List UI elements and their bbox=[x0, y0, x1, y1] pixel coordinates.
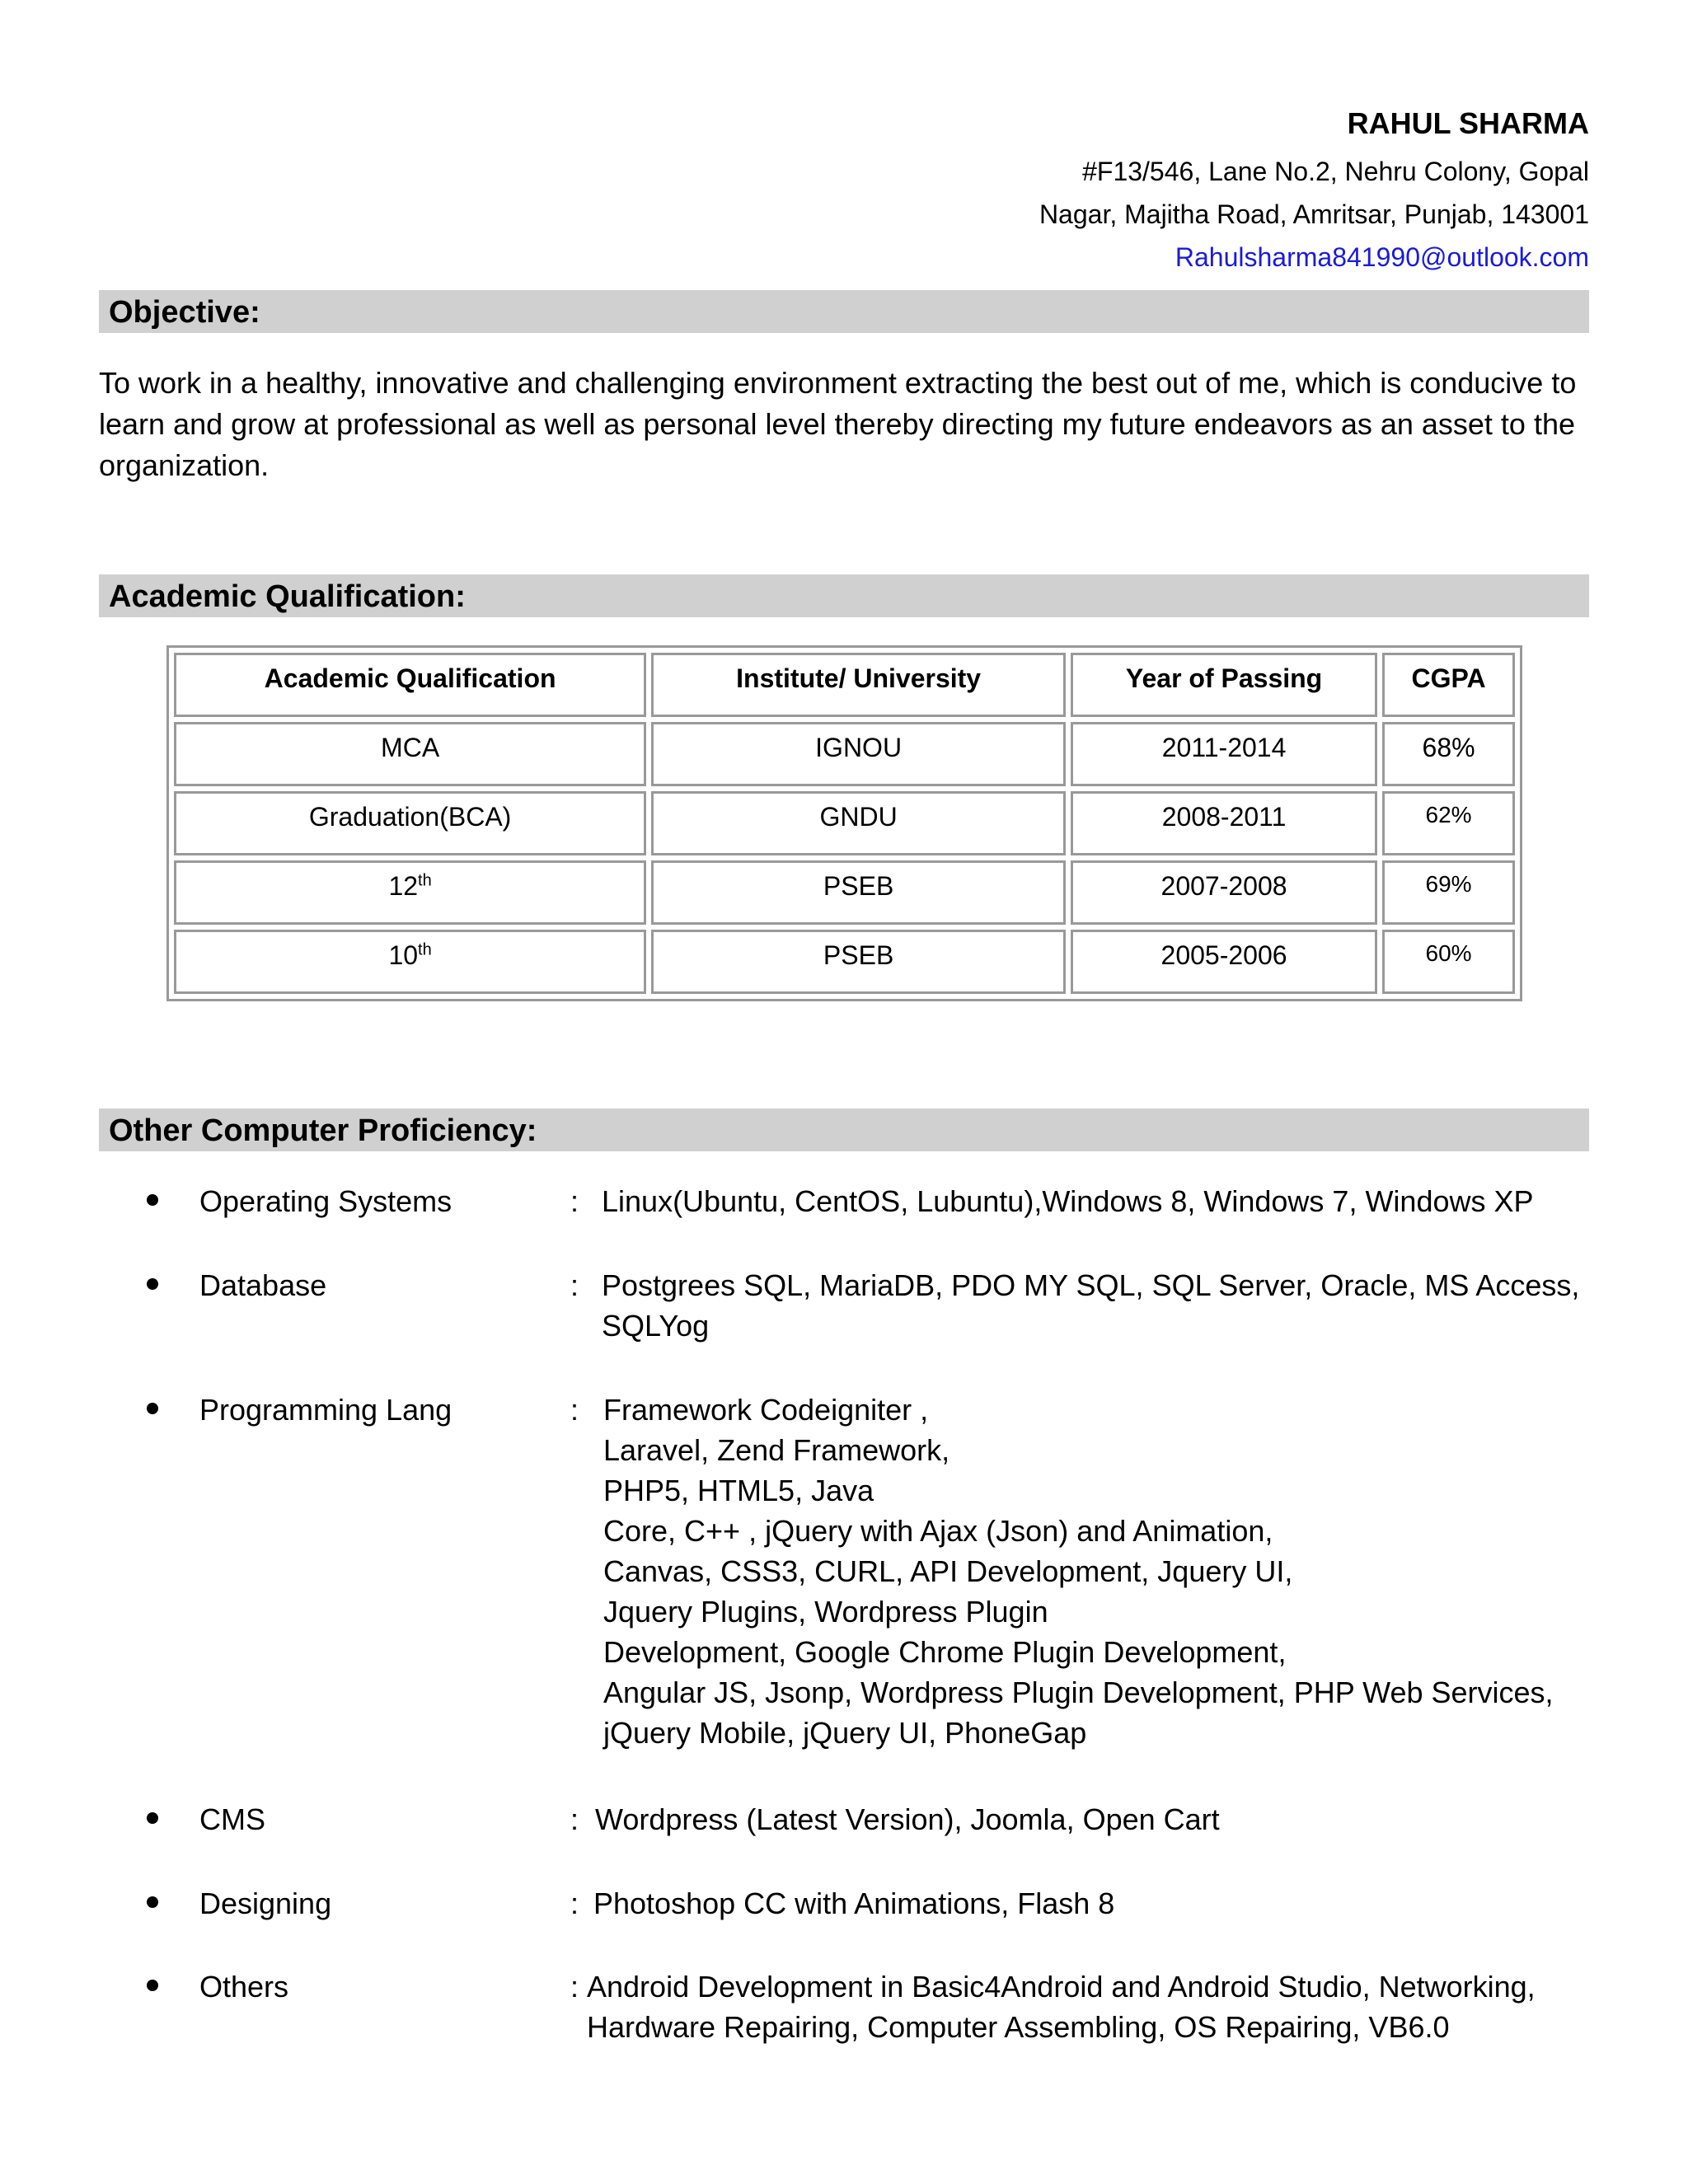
column-header: Year of Passing bbox=[1071, 653, 1377, 717]
academic-section-bar bbox=[99, 574, 1589, 617]
objective-text: To work in a healthy, innovative and challenging environment extracting the best out of me, which is conducive to learn and grow at professional as well as personal level thereby directing my future endeavors as an asset to the organization. bbox=[99, 366, 1577, 482]
candidate-name: RAHUL SHARMA bbox=[1347, 106, 1589, 140]
academic-table bbox=[166, 645, 1522, 1001]
year-cell: 2008-2011 bbox=[1071, 791, 1377, 855]
institute-cell: IGNOU bbox=[651, 722, 1066, 786]
address-line-1: #F13/546, Lane No.2, Nehru Colony, Gopal bbox=[1082, 157, 1589, 186]
bullet-icon bbox=[147, 1194, 163, 1211]
institute-cell: PSEB bbox=[651, 860, 1066, 925]
qualification-cell bbox=[174, 930, 646, 994]
proficiency-label: Database bbox=[199, 1268, 327, 1302]
table-row bbox=[174, 722, 1515, 786]
proficiency-label: CMS bbox=[199, 1802, 265, 1836]
year-cell: 2007-2008 bbox=[1071, 860, 1377, 925]
table-row bbox=[174, 791, 1515, 855]
qualification-text: MCA bbox=[381, 733, 440, 762]
cgpa-cell: 62% bbox=[1382, 791, 1515, 855]
proficiency-value: Android Development in Basic4Android and Android Studio, Networking, Hardware Repairing, Computer Assembling, OS Repairing, VB6.0 bbox=[587, 1970, 1536, 2044]
email-link[interactable]: Rahulsharma841990@outlook.com bbox=[1175, 242, 1589, 272]
separator-colon: : bbox=[570, 1393, 579, 1427]
qualification-sup: th bbox=[418, 871, 432, 890]
year-cell: 2011-2014 bbox=[1071, 722, 1377, 786]
separator-colon: : bbox=[570, 1802, 579, 1836]
proficiency-label: Others bbox=[199, 1970, 289, 2004]
contact-header bbox=[1039, 105, 1589, 279]
separator-colon: : bbox=[570, 1184, 579, 1218]
proficiency-section-bar bbox=[99, 1108, 1589, 1151]
objective-heading: Objective: bbox=[109, 295, 260, 330]
bullet-icon bbox=[147, 1403, 163, 1419]
cgpa-cell: 69% bbox=[1382, 860, 1515, 925]
table-row bbox=[174, 930, 1515, 994]
proficiency-value: Wordpress (Latest Version), Joomla, Open Cart bbox=[595, 1802, 1220, 1836]
year-cell: 2005-2006 bbox=[1071, 930, 1377, 994]
address-line-2: Nagar, Majitha Road, Amritsar, Punjab, 143001 bbox=[1039, 199, 1589, 229]
institute-cell: GNDU bbox=[651, 791, 1066, 855]
bullet-icon bbox=[147, 1896, 163, 1913]
bullet-icon bbox=[147, 1980, 163, 1996]
proficiency-value: Linux(Ubuntu, CentOS, Lubuntu),Windows 8, Windows 7, Windows XP bbox=[602, 1184, 1534, 1218]
proficiency-label: Programming Lang bbox=[199, 1393, 452, 1427]
qualification-cell bbox=[174, 860, 646, 925]
separator-colon: : bbox=[570, 1970, 579, 2004]
objective-section-bar bbox=[99, 290, 1589, 333]
bullet-icon bbox=[147, 1278, 163, 1295]
cgpa-cell: 60% bbox=[1382, 930, 1515, 994]
proficiency-label: Designing bbox=[199, 1886, 332, 1920]
separator-colon: : bbox=[570, 1886, 579, 1920]
qualification-text: 12 bbox=[388, 871, 419, 901]
separator-colon: : bbox=[570, 1268, 579, 1302]
academic-heading: Academic Qualification: bbox=[109, 579, 466, 614]
qualification-text: Graduation(BCA) bbox=[308, 802, 512, 832]
table-header-row bbox=[174, 653, 1515, 717]
qualification-cell bbox=[174, 791, 646, 855]
qualification-sup: th bbox=[418, 940, 432, 959]
column-header: CGPA bbox=[1382, 653, 1515, 717]
proficiency-label: Operating Systems bbox=[199, 1184, 452, 1218]
qualification-text: 10 bbox=[388, 940, 419, 970]
proficiency-value: Framework Codeigniter , Laravel, Zend Framework, PHP5, HTML5, Java Core, C++ , jQuery with Ajax (Json) and Animation, Canvas, CSS3, CURL, API Development, Jquery UI, Jquery Plugins, Wordpress Plugin Development, Google Chrome Plugin Development, Angular JS, Jsonp, Wordpress Plugin Development, PHP Web Services, jQuery Mobile, jQuery UI, PhoneGap bbox=[603, 1393, 1554, 1750]
institute-cell: PSEB bbox=[651, 930, 1066, 994]
qualification-cell bbox=[174, 722, 646, 786]
bullet-icon bbox=[147, 1812, 163, 1829]
table-row bbox=[174, 860, 1515, 925]
column-header: Academic Qualification bbox=[174, 653, 646, 717]
proficiency-value: Photoshop CC with Animations, Flash 8 bbox=[593, 1886, 1115, 1920]
proficiency-heading: Other Computer Proficiency: bbox=[109, 1113, 537, 1148]
proficiency-value: Postgrees SQL, MariaDB, PDO MY SQL, SQL Server, Oracle, MS Access, SQLYog bbox=[602, 1268, 1580, 1343]
column-header: Institute/ University bbox=[651, 653, 1066, 717]
cgpa-cell: 68% bbox=[1382, 722, 1515, 786]
